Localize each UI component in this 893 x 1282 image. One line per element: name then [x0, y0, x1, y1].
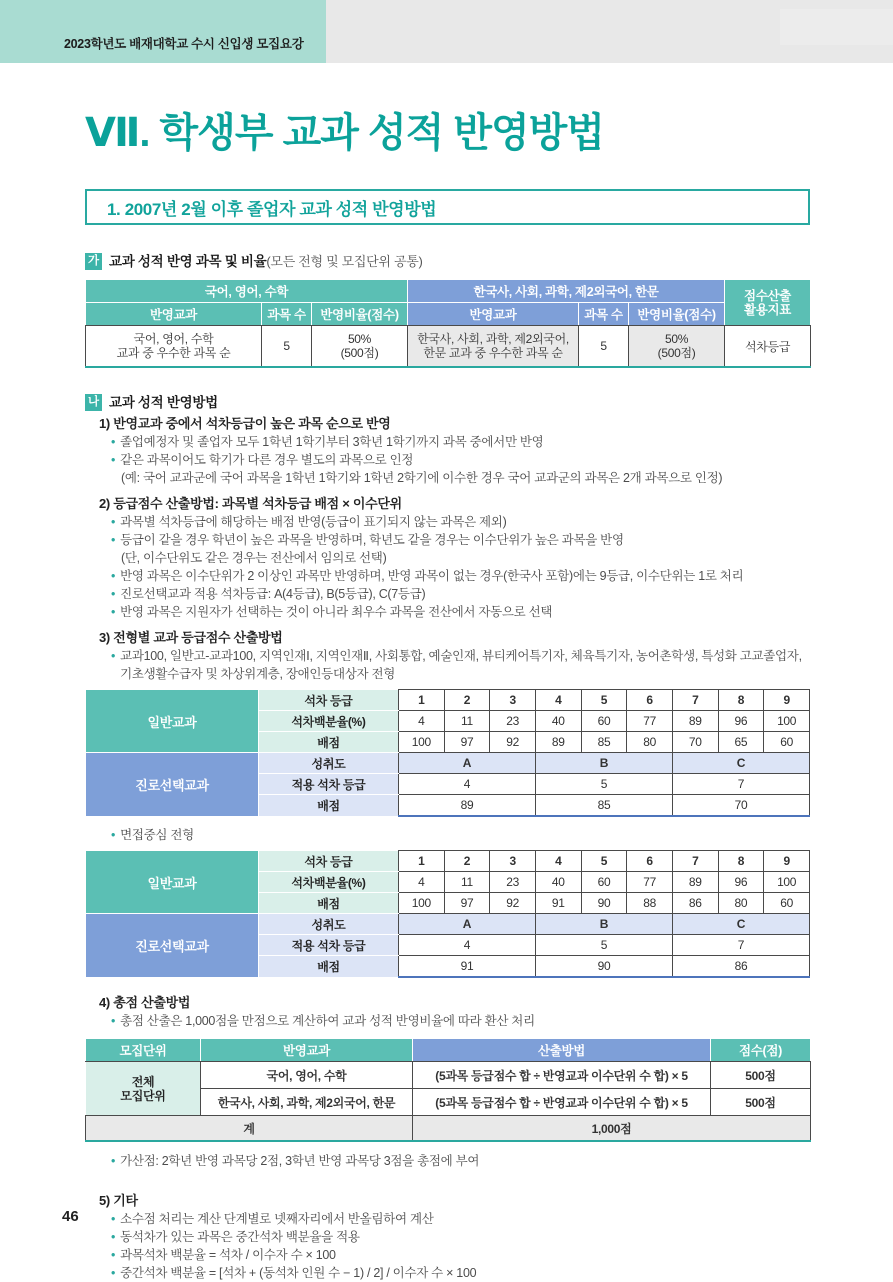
table-cell: 11 — [444, 711, 490, 732]
header-ratio-g1: 반영비율(점수) — [312, 303, 408, 326]
list-item-text: 진로선택교과 적용 석차등급: A(4등급), B(5등급), C(7등급) — [120, 587, 426, 601]
table-row — [86, 1116, 811, 1142]
item-5-title: 5) 기타 — [99, 1193, 138, 1208]
list-item — [111, 1012, 810, 1030]
list-item-text: 등급이 같을 경우 학년이 높은 과목을 반영하며, 학년도 같을 경우는 이수단위가 높은 과목을 반영 — [120, 533, 624, 547]
table-cell: 5 — [581, 851, 627, 872]
cell-g1-subjects-line2: 교과 중 우수한 과목 순 — [116, 346, 231, 360]
cell-total-label: 계 — [86, 1116, 413, 1142]
header-score-indicator-line1: 점수산출 — [743, 288, 792, 303]
table-cell: 8 — [718, 851, 764, 872]
table-cell: (5과목 등급점수 합 ÷ 반영교과 이수단위 수 합) × 5 — [413, 1089, 711, 1116]
table-cell: 4 — [535, 851, 581, 872]
table-cell: 4 — [399, 711, 445, 732]
table-cell: 80 — [627, 732, 673, 753]
table-cell: 70 — [672, 732, 718, 753]
cell-g1-ratio-line2: (500점) — [340, 346, 379, 360]
row-label-applied-rank: 적용 석차 등급 — [259, 935, 399, 956]
table-cell: 90 — [581, 893, 627, 914]
item-4-title: 4) 총점 산출방법 — [99, 995, 191, 1010]
list-item — [111, 531, 810, 549]
list-item-text: 동석차가 있는 과목은 중간석차 백분율을 적용 — [120, 1230, 360, 1244]
section-1-heading — [85, 189, 810, 225]
row-label-achievement: 성취도 — [259, 753, 399, 774]
cell-g1-subjects — [86, 326, 262, 368]
cell-g2-count: 5 — [579, 326, 629, 368]
table-cell: 9 — [764, 851, 810, 872]
table-cell: 97 — [444, 893, 490, 914]
header-ratio-g2: 반영비율(점수) — [629, 303, 725, 326]
list-item-text: 소수점 처리는 계산 단계별로 넷째자리에서 반올림하여 계산 — [120, 1212, 434, 1226]
table-cell: 65 — [718, 732, 764, 753]
table-cell: 5 — [581, 690, 627, 711]
list-item-text: 가산점: 2학년 반영 과목당 2점, 3학년 반영 과목당 3점을 총점에 부여 — [120, 1154, 480, 1168]
list-item-text: 과목별 석차등급에 해당하는 배점 반영(등급이 표기되지 않는 과목은 제외) — [120, 515, 507, 529]
list-item — [111, 451, 810, 469]
grade-score-table-general — [85, 689, 810, 817]
header-count-g1: 과목 수 — [262, 303, 312, 326]
header-admission-unit: 모집단위 — [86, 1039, 201, 1062]
bullet-icon — [111, 826, 115, 844]
label-career-subjects: 진로선택교과 — [86, 753, 259, 817]
table-cell: 60 — [581, 872, 627, 893]
table-cell: 89 — [672, 872, 718, 893]
header-count-g2: 과목 수 — [579, 303, 629, 326]
subsection-ga-heading — [85, 253, 810, 270]
table-cell: 91 — [399, 956, 536, 978]
list-item — [111, 513, 810, 531]
bullet-icon — [111, 1246, 115, 1264]
bullet-icon — [111, 513, 115, 531]
row-label-career-points: 배점 — [259, 795, 399, 817]
table-cell: 100 — [399, 893, 445, 914]
table-cell: 9 — [764, 690, 810, 711]
list-item — [111, 826, 810, 844]
page-title — [85, 109, 810, 157]
list-item-text: 중간석차 백분율 = [석차 + (동석차 인원 수 − 1) / 2] / 이수자 수 × 100 — [120, 1266, 477, 1280]
table-cell: 85 — [535, 795, 672, 817]
subsection-na-heading — [85, 394, 810, 411]
table-cell: B — [535, 753, 672, 774]
bullet-icon — [111, 1228, 115, 1246]
bullet-icon — [111, 1012, 115, 1030]
table-cell: 6 — [627, 690, 673, 711]
table-cell: 60 — [764, 732, 810, 753]
header-subject-g2: 반영교과 — [408, 303, 579, 326]
cell-all-units — [86, 1062, 201, 1116]
list-item-text: 반영 과목은 이수단위가 2 이상인 과목만 반영하며, 반영 과목이 없는 경우(한국사 포함)에는 9등급, 이수단위는 1로 처리 — [120, 569, 744, 583]
list-item — [111, 1246, 810, 1264]
table-data-row — [86, 326, 811, 368]
table-row — [86, 753, 810, 774]
list-item — [111, 567, 810, 585]
label-general-subjects: 일반교과 — [86, 690, 259, 753]
list-item — [111, 1152, 810, 1170]
table-cell: 11 — [444, 872, 490, 893]
list-item-text: 면접중심 전형 — [120, 828, 194, 842]
item-1-title: 1) 반영교과 중에서 석차등급이 높은 과목 순으로 반영 — [99, 416, 391, 431]
row-label-percentile: 석차백분율(%) — [259, 872, 399, 893]
list-item — [111, 603, 810, 621]
list-item — [111, 1228, 810, 1246]
header-score: 점수(점) — [711, 1039, 811, 1062]
bullet-icon — [111, 647, 115, 683]
bullet-icon — [111, 585, 115, 603]
table-row — [86, 690, 810, 711]
table-cell: 89 — [535, 732, 581, 753]
table-cell: C — [672, 914, 809, 935]
cell-all-units-line1: 전체 — [131, 1074, 155, 1089]
bullet-icon — [111, 603, 115, 621]
table-cell: 7 — [672, 690, 718, 711]
table-cell: 40 — [535, 872, 581, 893]
table-cell: 86 — [672, 956, 809, 978]
list-item — [111, 585, 810, 603]
cell-g2-ratio — [629, 326, 725, 368]
header-group-history-social: 한국사, 사회, 과학, 제2외국어, 한문 — [408, 280, 725, 303]
table-cell: 96 — [718, 872, 764, 893]
list-item-text: 과목석차 백분율 = 석차 / 이수자 수 × 100 — [120, 1248, 336, 1262]
cell-all-units-line2: 모집단위 — [120, 1088, 166, 1103]
row-label-points: 배점 — [259, 893, 399, 914]
list-item — [111, 1210, 810, 1228]
table-cell: 5 — [535, 774, 672, 795]
table-cell: A — [399, 914, 536, 935]
table-cell: 60 — [764, 893, 810, 914]
bullet-icon — [111, 433, 115, 451]
table-cell: B — [535, 914, 672, 935]
table-cell: C — [672, 753, 809, 774]
bullet-icon — [111, 567, 115, 585]
table-cell: 7 — [672, 935, 809, 956]
row-label-achievement: 성취도 — [259, 914, 399, 935]
table-cell: 70 — [672, 795, 809, 817]
table-cell: 85 — [581, 732, 627, 753]
cell-g1-ratio-line1: 50% — [347, 332, 372, 346]
subsection-ga-title: 교과 성적 반영 과목 및 비율 — [109, 254, 267, 269]
cell-indicator-value: 석차등급 — [725, 326, 811, 368]
table-cell: 100 — [764, 872, 810, 893]
table-cell: 77 — [627, 711, 673, 732]
bullet-icon — [111, 1264, 115, 1282]
list-item — [111, 1264, 810, 1282]
row-label-percentile: 석차백분율(%) — [259, 711, 399, 732]
table-cell: 100 — [764, 711, 810, 732]
table-cell: 92 — [490, 893, 536, 914]
table-cell: 91 — [535, 893, 581, 914]
header-subject-g1: 반영교과 — [86, 303, 262, 326]
table-cell: 6 — [627, 851, 673, 872]
cell-g2-subjects-line2: 한문 교과 중 우수한 과목 순 — [423, 346, 563, 360]
subsection-na-title: 교과 성적 반영방법 — [109, 395, 218, 410]
table-cell: 23 — [490, 872, 536, 893]
table-cell: (5과목 등급점수 합 ÷ 반영교과 이수단위 수 합) × 5 — [413, 1062, 711, 1089]
table-header-row — [86, 1039, 811, 1062]
header-reflected-subjects: 반영교과 — [201, 1039, 413, 1062]
header-banner — [0, 0, 326, 63]
table-cell: 7 — [672, 774, 809, 795]
table-cell: 4 — [399, 774, 536, 795]
subsection-ga-subtitle: (모든 전형 및 모집단위 공통) — [266, 254, 423, 269]
bullet-icon — [111, 1210, 115, 1228]
table-cell: 7 — [672, 851, 718, 872]
label-career-subjects: 진로선택교과 — [86, 914, 259, 978]
row-label-applied-rank: 적용 석차 등급 — [259, 774, 399, 795]
table-cell: 1 — [399, 851, 445, 872]
title-roman-numeral: Ⅶ. — [85, 111, 150, 155]
item-2-title: 2) 등급점수 산출방법: 과목별 석차등급 배점 × 이수단위 — [99, 496, 402, 511]
banner-text: 2023학년도 배재대학교 수시 신입생 모집요강 — [64, 37, 304, 51]
bullet-icon — [111, 531, 115, 549]
note-line: (예: 국어 교과군에 국어 과목을 1학년 1학기와 1학년 2학기에 이수한 경우 국어 교과군의 과목은 2개 과목으로 인정) — [121, 471, 723, 485]
header-score-indicator-line2: 활용지표 — [743, 302, 792, 317]
table-cell: 4 — [535, 690, 581, 711]
subsection-ga-badge: 가 — [85, 253, 102, 270]
cell-g2-subjects — [408, 326, 579, 368]
row-label-rank: 석차 등급 — [259, 690, 399, 711]
table-cell: 80 — [718, 893, 764, 914]
cell-g2-subjects-line1: 한국사, 사회, 과학, 제2외국어, — [417, 332, 569, 346]
table-cell: 2 — [444, 690, 490, 711]
content — [85, 63, 810, 1282]
subject-ratio-table — [85, 279, 811, 368]
list-item-text: 총점 산출은 1,000점을 만점으로 계산하여 교과 성적 반영비율에 따라 환산 처리 — [120, 1014, 535, 1028]
table-cell: 3 — [490, 851, 536, 872]
table-cell: 92 — [490, 732, 536, 753]
table-cell: 2 — [444, 851, 490, 872]
table-cell: 96 — [718, 711, 764, 732]
table-subheader-row — [86, 303, 811, 326]
bullet-icon — [111, 1152, 115, 1170]
row-label-points: 배점 — [259, 732, 399, 753]
table-cell: 한국사, 사회, 과학, 제2외국어, 한문 — [201, 1089, 413, 1116]
cell-total-value: 1,000점 — [413, 1116, 811, 1142]
table-cell: 77 — [627, 872, 673, 893]
list-item-text: 같은 과목이어도 학기가 다른 경우 별도의 과목으로 인정 — [120, 453, 414, 467]
table-cell: 500점 — [711, 1062, 811, 1089]
subsection-na-badge: 나 — [85, 394, 102, 411]
cell-g2-ratio-line2: (500점) — [657, 346, 696, 360]
row-label-rank: 석차 등급 — [259, 851, 399, 872]
section-1-title: 1. 2007년 2월 이후 졸업자 교과 성적 반영방법 — [107, 199, 437, 219]
table-cell: 3 — [490, 690, 536, 711]
table-cell: 500점 — [711, 1089, 811, 1116]
table-cell: 23 — [490, 711, 536, 732]
header-calc-method: 산출방법 — [413, 1039, 711, 1062]
cell-g2-ratio-line1: 50% — [664, 332, 689, 346]
table-cell: 97 — [444, 732, 490, 753]
table-cell: 89 — [399, 795, 536, 817]
title-text: 학생부 교과 성적 반영방법 — [159, 111, 604, 155]
table-cell: 89 — [672, 711, 718, 732]
list-item — [111, 647, 810, 683]
table-cell: 5 — [535, 935, 672, 956]
list-item-text: 졸업예정자 및 졸업자 모두 1학년 1학기부터 3학년 1학기까지 과목 중에서만 반영 — [120, 435, 544, 449]
table-cell: 60 — [581, 711, 627, 732]
table-cell: 86 — [672, 893, 718, 914]
table-row — [86, 1062, 811, 1089]
table-row — [86, 914, 810, 935]
bullet-icon — [111, 451, 115, 469]
label-general-subjects: 일반교과 — [86, 851, 259, 914]
cell-g1-count: 5 — [262, 326, 312, 368]
table-cell: 1 — [399, 690, 445, 711]
table-cell: 90 — [535, 956, 672, 978]
row-label-career-points: 배점 — [259, 956, 399, 978]
cell-g1-subjects-line1: 국어, 영어, 수학 — [133, 332, 214, 346]
top-strip — [0, 0, 893, 63]
header-score-indicator — [725, 280, 811, 326]
table-cell: 4 — [399, 872, 445, 893]
header-group-korean-english-math: 국어, 영어, 수학 — [86, 280, 408, 303]
note-line: (단, 이수단위도 같은 경우는 전산에서 임의로 선택) — [121, 551, 387, 565]
table-cell: 100 — [399, 732, 445, 753]
table-cell: 8 — [718, 690, 764, 711]
grade-score-table-interview — [85, 850, 810, 978]
table-cell: 40 — [535, 711, 581, 732]
cell-g1-ratio — [312, 326, 408, 368]
list-item-text: 반영 과목은 지원자가 선택하는 것이 아니라 최우수 과목을 전산에서 자동으로 선택 — [120, 605, 553, 619]
table-cell: 4 — [399, 935, 536, 956]
list-item — [111, 433, 810, 451]
strip-highlight — [780, 9, 893, 45]
table-cell: 국어, 영어, 수학 — [201, 1062, 413, 1089]
table-cell: 88 — [627, 893, 673, 914]
list-item-text: 교과100, 일반고-교과100, 지역인재Ⅰ, 지역인재Ⅱ, 사회통합, 예술인재, 뷰티케어특기자, 체육특기자, 농어촌학생, 특성화 고교졸업자, 기초생활수급자 및 차상위계층, 장애인등대상자 전형 — [120, 649, 802, 681]
total-score-table — [85, 1038, 811, 1142]
table-cell: A — [399, 753, 536, 774]
item-3-title: 3) 전형별 교과 등급점수 산출방법 — [99, 630, 283, 645]
page-number: 46 — [62, 1208, 79, 1225]
table-row — [86, 851, 810, 872]
table-header-row — [86, 280, 811, 303]
